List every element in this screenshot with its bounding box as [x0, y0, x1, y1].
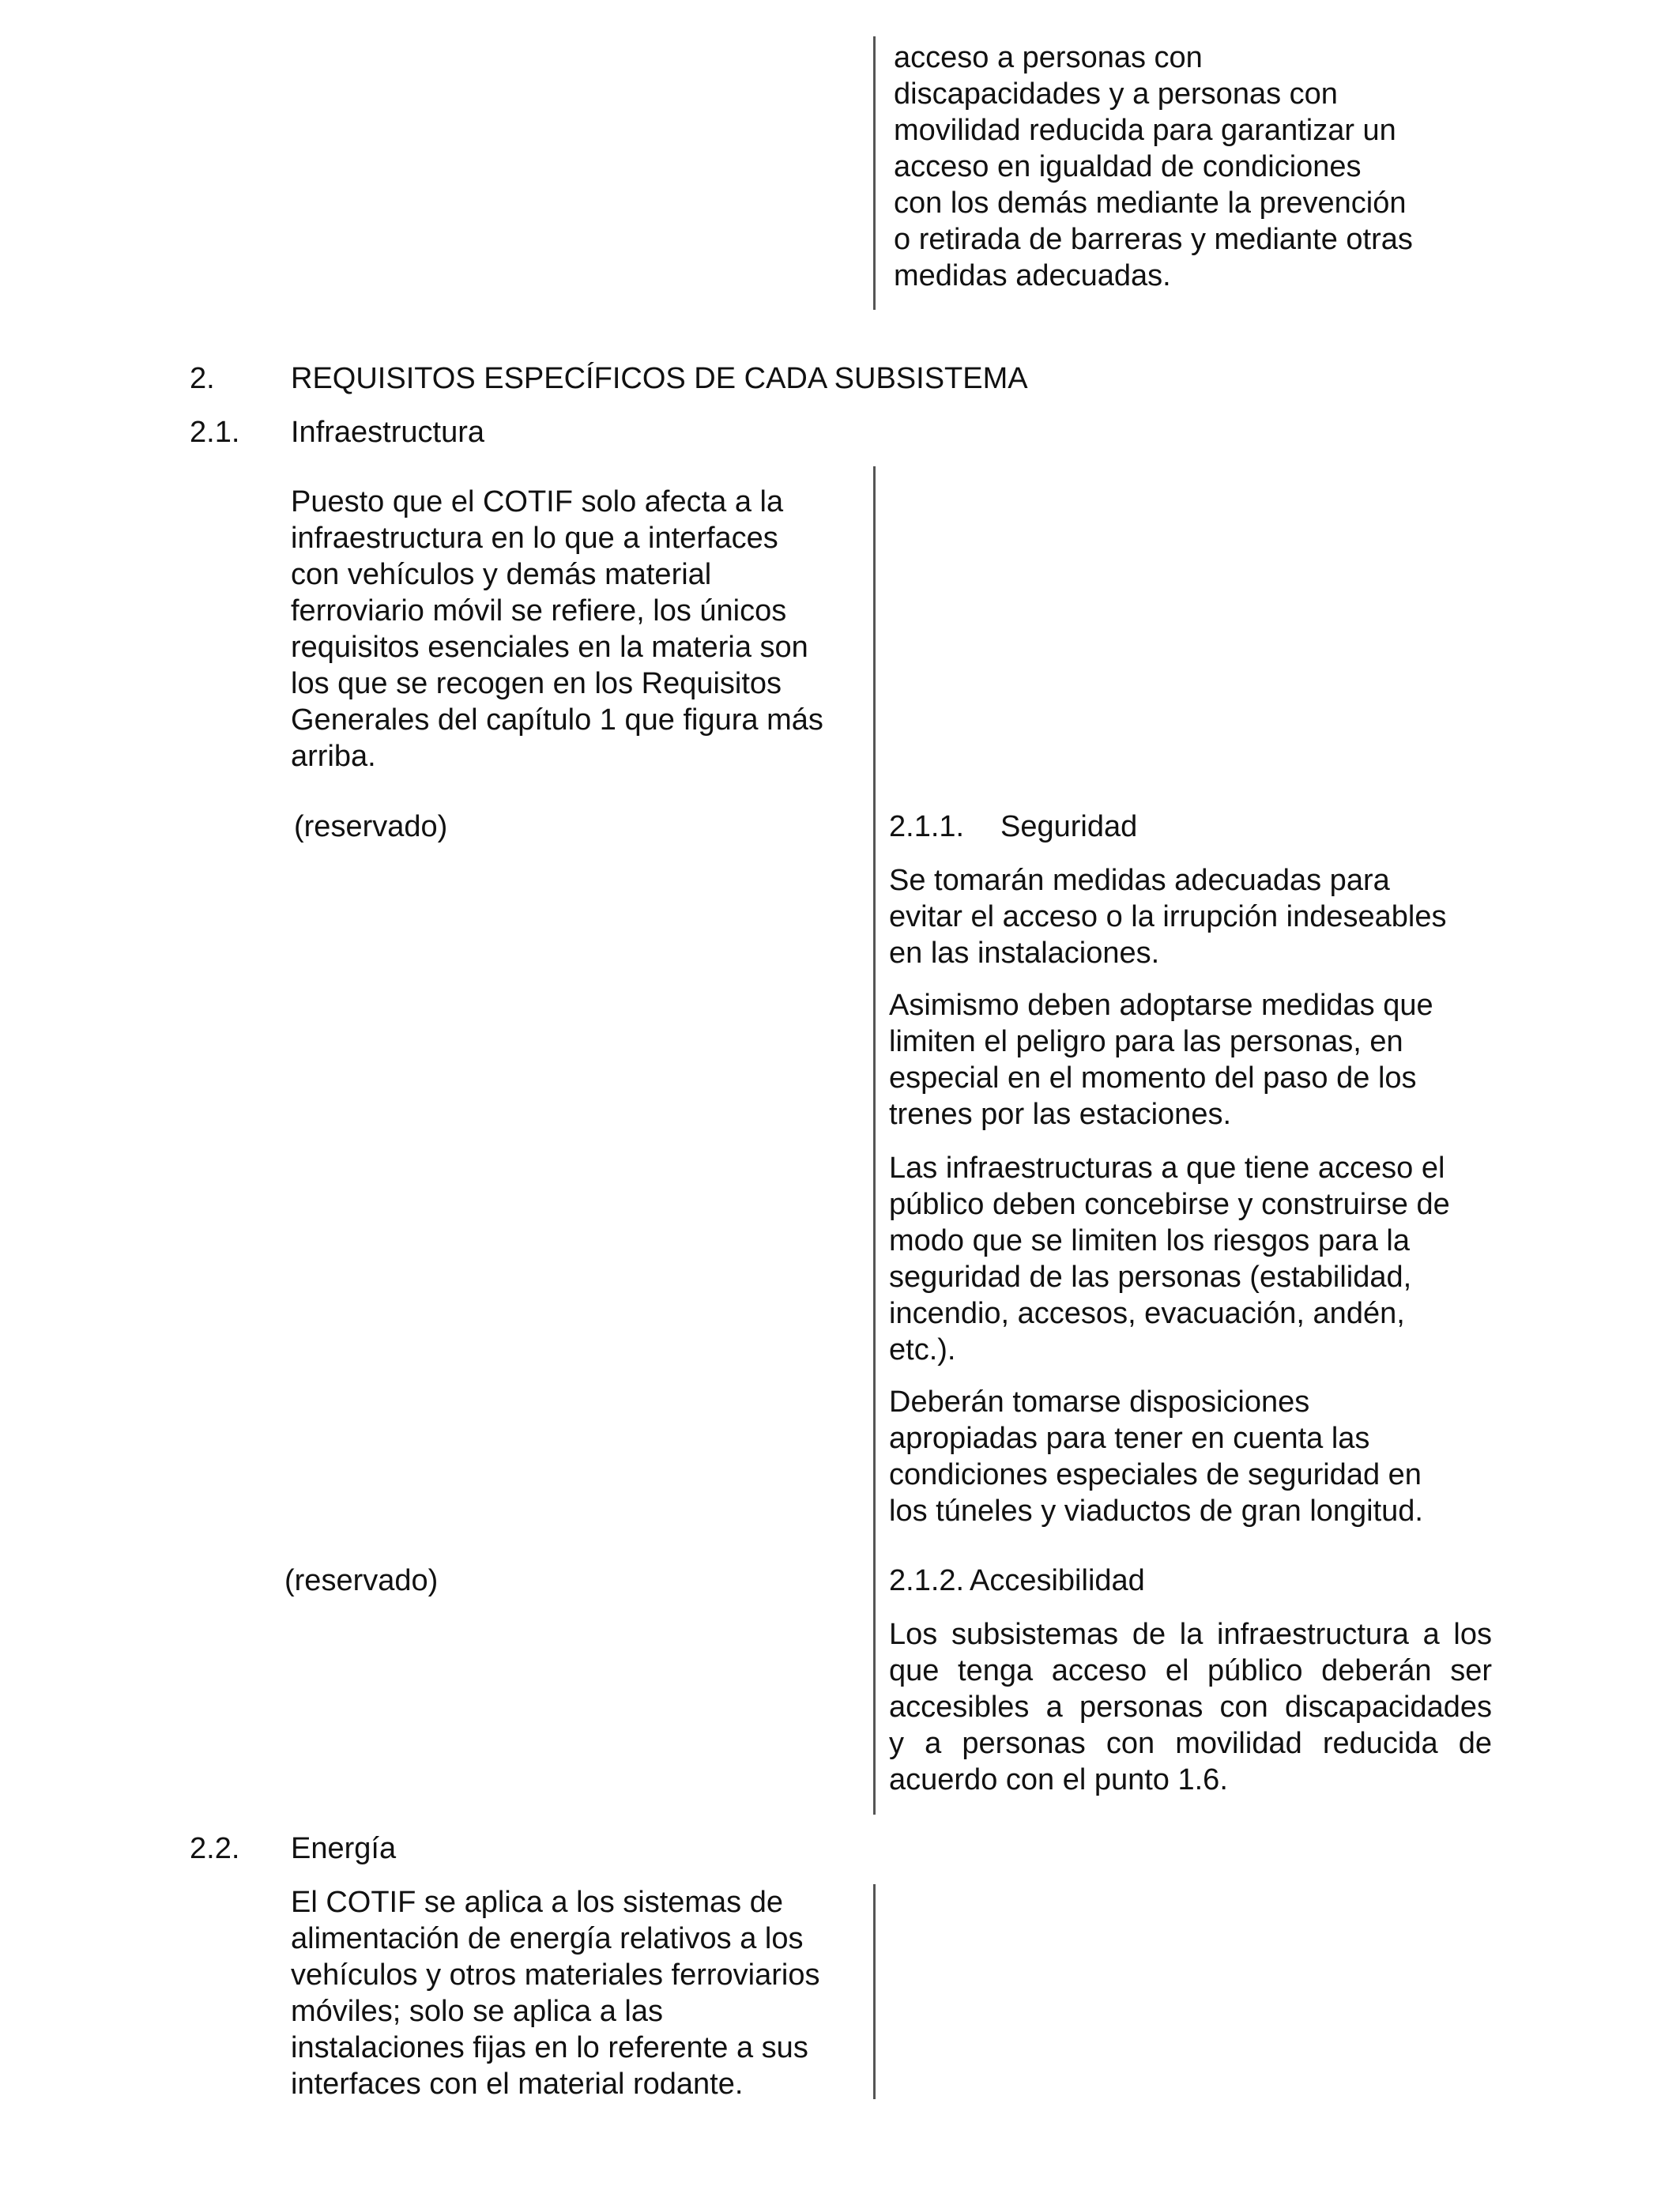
section-2-1-2-line-5: acuerdo con el punto 1.6. [889, 1763, 1228, 1796]
section-2-number: 2. [190, 362, 215, 395]
section-2-2-title: Energía [291, 1832, 397, 1865]
column-divider-2-1 [873, 466, 876, 1815]
section-2-title: REQUISITOS ESPECÍFICOS DE CADA SUBSISTEMA [291, 362, 1028, 395]
section-2-1-2-number: 2.1.2. [889, 1564, 965, 1597]
top-right-paragraph: acceso a personas con discapacidades y a personas con movilidad reducida para garantizar un acceso en igualdad de condiciones con los demás mediante la prevención o retirada de barreras y mediante otras medidas adecuadas. [894, 41, 1413, 292]
section-2-2-paragraph: El COTIF se aplica a los sistemas de alimentación de energía relativos a los vehículos y otros materiales ferroviarios móviles; solo se aplica a las instalaciones fijas en lo referente a sus interfaces con el material rodante. [291, 1886, 820, 2101]
section-2-2-number: 2.2. [190, 1832, 240, 1865]
section-2-1-2-line-1: Los subsistemas de la infraestructura a los [889, 1618, 1492, 1651]
section-2-1-title: Infraestructura [291, 416, 484, 449]
section-2-1-1-paragraph-4: Deberán tomarse disposiciones apropiadas para tener en cuenta las condiciones especiales de seguridad en los túneles y viaductos de gran longitud. [889, 1385, 1423, 1528]
section-2-1-2-line-3: accesibles a personas con discapacidades [889, 1691, 1492, 1724]
section-2-1-1-title: Seguridad [1000, 810, 1138, 843]
section-2-1-2-line-4: y a personas con movilidad reducida de [889, 1727, 1492, 1760]
section-2-1-2-line-2: que tenga acceso el público deberán ser [889, 1654, 1492, 1687]
section-2-1-paragraph: Puesto que el COTIF solo afecta a la infraestructura en lo que a interfaces con vehículos y demás material ferroviario móvil se refiere, los únicos requisitos esenciales en la materia son los que se recogen en los Requisitos Generales del capítulo 1 que figura más arriba. [291, 485, 823, 773]
section-2-1-1-number: 2.1.1. [889, 810, 965, 843]
section-2-1-1-reserved: (reservado) [294, 810, 448, 843]
section-2-1-2-title: Accesibilidad [970, 1564, 1145, 1597]
section-2-1-2-paragraph [889, 1616, 1492, 1798]
section-2-1-1-paragraph-2: Asimismo deben adoptarse medidas que limiten el peligro para las personas, en especial en el momento del paso de los trenes por las estaciones. [889, 989, 1433, 1131]
section-2-1-1-paragraph-3: Las infraestructuras a que tiene acceso el público deben concebirse y construirse de modo que se limiten los riesgos para la seguridad de las personas (estabilidad, incendio, accesos, evacuación, andén, etc.). [889, 1152, 1450, 1367]
section-2-1-number: 2.1. [190, 416, 240, 449]
column-divider-top [873, 36, 876, 310]
section-2-1-2-reserved: (reservado) [284, 1564, 439, 1597]
section-2-1-1-paragraph-1: Se tomarán medidas adecuadas para evitar el acceso o la irrupción indeseables en las instalaciones. [889, 864, 1447, 970]
column-divider-2-2 [873, 1884, 876, 2099]
